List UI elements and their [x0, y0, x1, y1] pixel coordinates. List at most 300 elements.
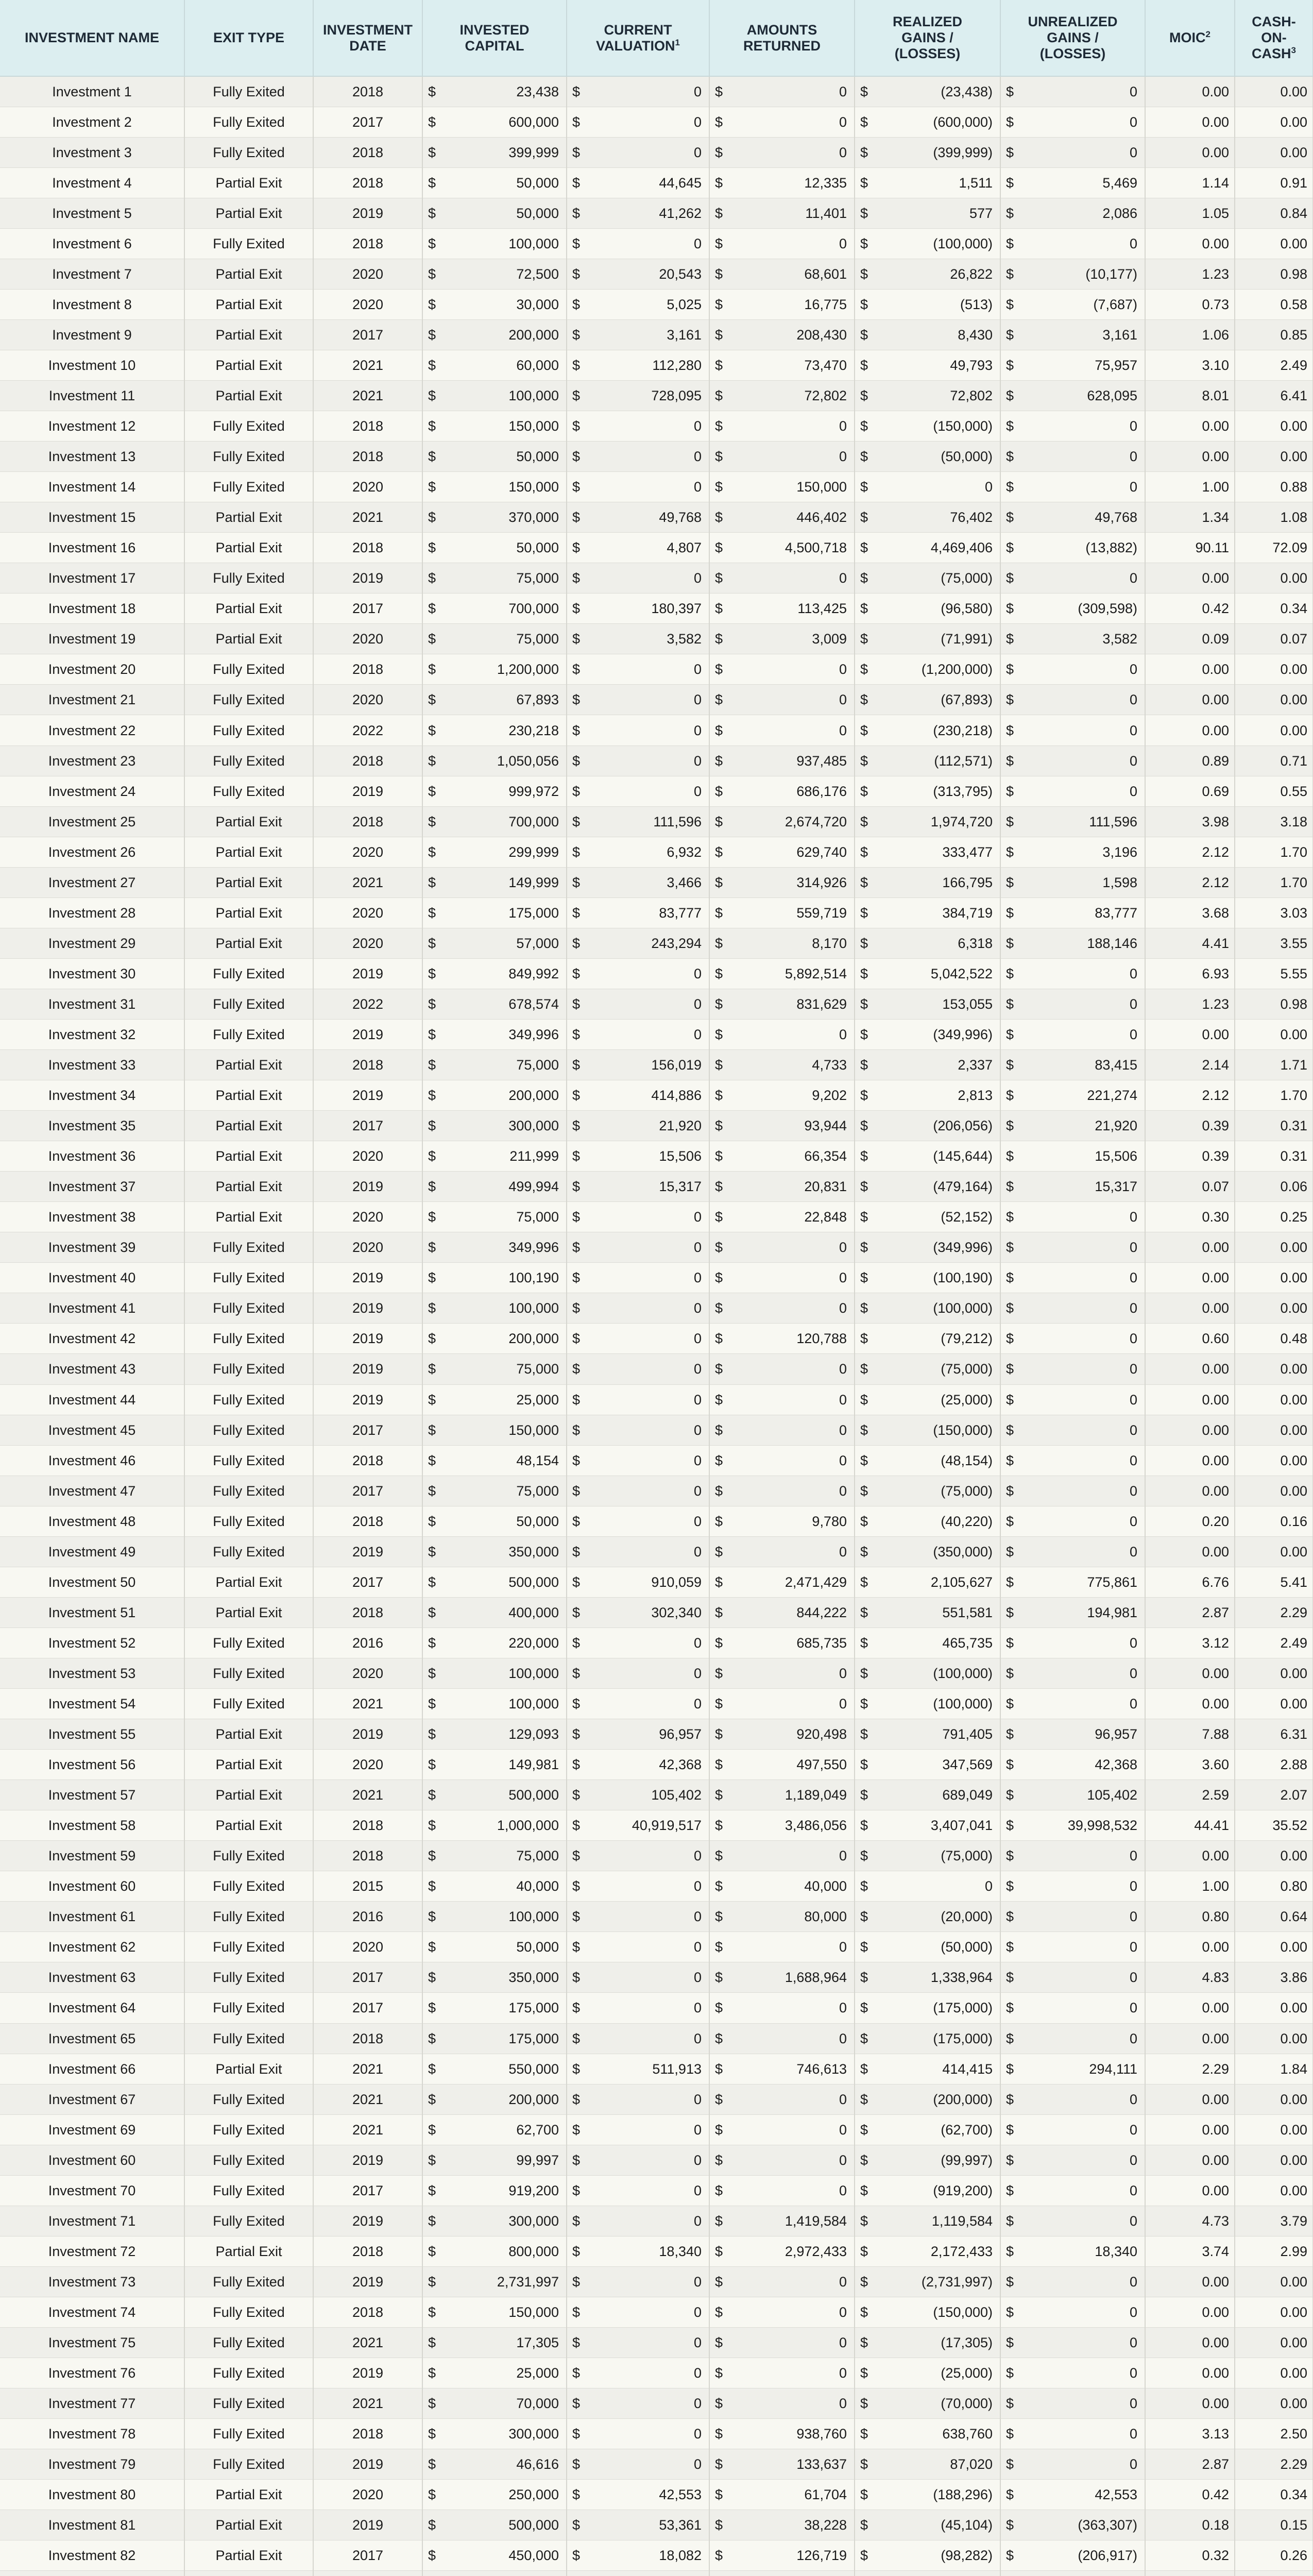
cell-exit-type: Fully Exited	[184, 2084, 313, 2114]
cell-current-valuation	[567, 1172, 709, 1202]
cell-moic: 0.00	[1145, 107, 1235, 137]
amount-value: 577	[969, 205, 993, 221]
amount-value: 0	[1129, 2213, 1137, 2229]
amount-value: 0	[1129, 1513, 1137, 1529]
cell-realized-gains	[855, 2419, 1000, 2449]
cell-invested-capital	[422, 1567, 567, 1597]
cell-investment-name: Investment 17	[0, 563, 184, 594]
cell-unrealized-gains	[1000, 2297, 1145, 2327]
cell-current-valuation	[567, 1962, 709, 1993]
cell-cash-on-cash: 1.70	[1235, 837, 1313, 867]
amount-value: 551,581	[942, 1604, 993, 1620]
cell-moic: 1.23	[1145, 259, 1235, 289]
currency-symbol: $	[860, 83, 868, 99]
table-row	[0, 2571, 1313, 2576]
currency-symbol: $	[1006, 296, 1014, 312]
amount-value: 0	[693, 2091, 702, 2107]
amount-value: 0	[839, 1452, 847, 1468]
currency-symbol: $	[1006, 114, 1014, 130]
cell-realized-gains	[855, 259, 1000, 289]
currency-symbol: $	[715, 1270, 723, 1286]
cell-exit-type: Partial Exit	[184, 2054, 313, 2084]
table-row	[0, 2327, 1313, 2358]
amount-value: 0	[1129, 2000, 1137, 2016]
table-row	[0, 1293, 1313, 1324]
currency-symbol: $	[428, 722, 436, 738]
cell-current-valuation	[567, 624, 709, 654]
cell-exit-type: Partial Exit	[184, 2510, 313, 2540]
currency-symbol: $	[860, 1909, 868, 1925]
currency-symbol: $	[715, 996, 723, 1012]
cell-invested-capital	[422, 350, 567, 380]
cell-current-valuation	[567, 867, 709, 897]
currency-symbol: $	[572, 844, 581, 860]
cell-moic: 0.20	[1145, 1506, 1235, 1536]
amount-value: 2,086	[1102, 205, 1137, 221]
table-row	[0, 1658, 1313, 1688]
amount-value: (350,000)	[933, 1544, 993, 1560]
currency-symbol: $	[715, 357, 723, 373]
currency-symbol: $	[572, 2030, 581, 2046]
cell-investment-name: Investment 3	[0, 137, 184, 167]
amount-value: 0	[693, 1635, 702, 1651]
amount-value: (70,000)	[941, 2396, 993, 2412]
cell-realized-gains	[855, 1415, 1000, 1445]
currency-symbol: $	[428, 479, 436, 495]
cell-current-valuation	[567, 1324, 709, 1354]
cell-amounts-returned	[709, 502, 855, 533]
amount-value: 0	[839, 570, 847, 586]
table-row	[0, 1324, 1313, 1354]
cell-amounts-returned	[709, 594, 855, 624]
amount-value: 0	[1129, 114, 1137, 130]
amount-value: 5,042,522	[930, 965, 993, 981]
currency-symbol: $	[860, 2304, 868, 2320]
cell-cash-on-cash: 0.00	[1235, 76, 1313, 107]
currency-symbol: $	[860, 387, 868, 403]
cell-investment-date: 2020	[313, 928, 422, 958]
cell-invested-capital	[422, 1354, 567, 1384]
cell-exit-type: Fully Exited	[184, 76, 313, 107]
cell-investment-name: Investment 52	[0, 1628, 184, 1658]
cell-current-valuation	[567, 502, 709, 533]
cell-exit-type: Fully Exited	[184, 1384, 313, 1415]
cell-investment-date: 2015	[313, 1871, 422, 1902]
amount-value: 0	[839, 1848, 847, 1864]
amount-value: 0	[693, 2304, 702, 2320]
currency-symbol: $	[572, 2213, 581, 2229]
amount-value: 0	[1129, 1909, 1137, 1925]
cell-investment-name: Investment 49	[0, 1536, 184, 1567]
cell-unrealized-gains	[1000, 2449, 1145, 2480]
cell-investment-name: Investment 79	[0, 2449, 184, 2480]
cell-moic: 7.88	[1145, 1719, 1235, 1750]
currency-symbol: $	[860, 1939, 868, 1955]
cell-realized-gains	[855, 533, 1000, 563]
amount-value: 57,000	[516, 935, 559, 951]
cell-investment-name: Investment 55	[0, 1719, 184, 1750]
currency-symbol: $	[1006, 1270, 1014, 1286]
amount-value: 0	[839, 1696, 847, 1711]
cell-realized-gains	[855, 2114, 1000, 2145]
cell-exit-type: Partial Exit	[184, 289, 313, 319]
cell-cash-on-cash: 0.55	[1235, 776, 1313, 806]
table-row	[0, 776, 1313, 806]
currency-symbol: $	[572, 2517, 581, 2533]
amount-value: (150,000)	[933, 1422, 993, 1438]
currency-symbol: $	[715, 2548, 723, 2564]
cell-current-valuation	[567, 319, 709, 350]
amount-value: 11,401	[805, 205, 847, 221]
currency-symbol: $	[572, 1574, 581, 1590]
cell-investment-date: 2019	[313, 2510, 422, 2540]
currency-symbol: $	[860, 814, 868, 829]
currency-symbol: $	[715, 1057, 723, 1073]
cell-current-valuation	[567, 259, 709, 289]
currency-symbol: $	[428, 296, 436, 312]
cell-moic: 0.00	[1145, 2114, 1235, 2145]
cell-unrealized-gains	[1000, 2114, 1145, 2145]
currency-symbol: $	[572, 1970, 581, 1986]
currency-symbol: $	[572, 1635, 581, 1651]
currency-symbol: $	[715, 1422, 723, 1438]
currency-symbol: $	[1006, 1118, 1014, 1134]
table-row	[0, 411, 1313, 442]
amount-value: 243,294	[651, 935, 702, 951]
table-row	[0, 1384, 1313, 1415]
table-row	[0, 867, 1313, 897]
table-row	[0, 1932, 1313, 1962]
cell-exit-type: Fully Exited	[184, 1841, 313, 1871]
amount-value: 5,892,514	[785, 965, 847, 981]
currency-symbol: $	[428, 266, 436, 282]
cell-exit-type: Fully Exited	[184, 958, 313, 989]
currency-symbol: $	[1006, 2426, 1014, 2442]
cell-cash-on-cash: 6.31	[1235, 1719, 1313, 1750]
cell-moic: 0.80	[1145, 1902, 1235, 1932]
cell-amounts-returned	[709, 380, 855, 411]
cell-realized-gains	[855, 594, 1000, 624]
amount-value: 0	[1129, 1970, 1137, 1986]
amount-value: 4,469,406	[930, 540, 993, 556]
currency-symbol: $	[428, 1757, 436, 1773]
currency-symbol: $	[572, 1604, 581, 1620]
cell-amounts-returned	[709, 2327, 855, 2358]
col-header-invested-capital: INVESTED CAPITAL	[422, 0, 567, 76]
table-row	[0, 2358, 1313, 2388]
amount-value: 0	[693, 1422, 702, 1438]
amount-value: 999,972	[508, 783, 559, 799]
currency-symbol: $	[572, 2365, 581, 2381]
currency-symbol: $	[572, 2396, 581, 2412]
cell-investment-date: 2019	[313, 1536, 422, 1567]
amount-value: 0	[1129, 570, 1137, 586]
cell-exit-type: Fully Exited	[184, 715, 313, 745]
cell-current-valuation	[567, 2388, 709, 2419]
cell-amounts-returned	[709, 1415, 855, 1445]
cell-exit-type: Fully Exited	[184, 1324, 313, 1354]
cell-invested-capital	[422, 928, 567, 958]
amount-value: 80,000	[804, 1909, 847, 1925]
cell-unrealized-gains	[1000, 1232, 1145, 1263]
table-row	[0, 350, 1313, 380]
currency-symbol: $	[1006, 510, 1014, 526]
currency-symbol: $	[715, 479, 723, 495]
cell-investment-name: Investment 21	[0, 685, 184, 715]
amount-value: (145,644)	[933, 1148, 993, 1164]
currency-symbol: $	[1006, 327, 1014, 343]
cell-moic: 0.00	[1145, 2388, 1235, 2419]
cell-exit-type: Partial Exit	[184, 1780, 313, 1810]
cell-realized-gains	[855, 1445, 1000, 1476]
currency-symbol: $	[715, 1392, 723, 1408]
cell-current-valuation	[567, 1202, 709, 1232]
currency-symbol: $	[428, 235, 436, 251]
amount-value: 399,999	[508, 144, 559, 160]
amount-value: 0	[1129, 1270, 1137, 1286]
cell-cash-on-cash: 2.07	[1235, 1780, 1313, 1810]
cell-realized-gains	[855, 1354, 1000, 1384]
amount-value: 0	[1129, 692, 1137, 708]
amount-value: 50,000	[516, 205, 559, 221]
amount-value: 100,000	[508, 1909, 559, 1925]
currency-symbol: $	[1006, 722, 1014, 738]
table-row	[0, 897, 1313, 928]
amount-value: 0	[693, 1513, 702, 1529]
currency-symbol: $	[715, 1878, 723, 1894]
amount-value: 100,190	[508, 1270, 559, 1286]
currency-symbol: $	[715, 1574, 723, 1590]
currency-symbol: $	[572, 662, 581, 677]
cell-unrealized-gains	[1000, 1476, 1145, 1506]
amount-value: 370,000	[508, 510, 559, 526]
cell-investment-date: 2019	[313, 2145, 422, 2175]
cell-exit-type: Fully Exited	[184, 1293, 313, 1324]
table-row	[0, 167, 1313, 198]
currency-symbol: $	[428, 2548, 436, 2564]
currency-symbol: $	[572, 996, 581, 1012]
currency-symbol: $	[572, 1118, 581, 1134]
table-row	[0, 1962, 1313, 1993]
amount-value: 0	[693, 418, 702, 434]
currency-symbol: $	[572, 114, 581, 130]
cell-realized-gains	[855, 1902, 1000, 1932]
cell-unrealized-gains	[1000, 1141, 1145, 1172]
cell-cash-on-cash: 0.80	[1235, 1871, 1313, 1902]
cell-investment-date: 2018	[313, 745, 422, 776]
cell-exit-type: Fully Exited	[184, 1415, 313, 1445]
cell-moic: 0.60	[1145, 1324, 1235, 1354]
table-row	[0, 837, 1313, 867]
cell-invested-capital	[422, 2388, 567, 2419]
cell-investment-name: Investment 45	[0, 1415, 184, 1445]
cell-invested-capital	[422, 2419, 567, 2449]
amount-value: 0	[1129, 1878, 1137, 1894]
cell-exit-type: Partial Exit	[184, 2236, 313, 2266]
currency-symbol: $	[428, 1909, 436, 1925]
currency-symbol: $	[1006, 1361, 1014, 1377]
cell-amounts-returned	[709, 1445, 855, 1476]
currency-symbol: $	[715, 722, 723, 738]
cell-cash-on-cash: 3.55	[1235, 928, 1313, 958]
cell-invested-capital	[422, 806, 567, 837]
cell-exit-type: Fully Exited	[184, 2114, 313, 2145]
amount-value: 0	[1129, 1209, 1137, 1225]
cell-cash-on-cash: 2.49	[1235, 350, 1313, 380]
table-row	[0, 1080, 1313, 1111]
cell-unrealized-gains	[1000, 2388, 1145, 2419]
cell-investment-date: 2020	[313, 2480, 422, 2510]
cell-exit-type: Fully Exited	[184, 563, 313, 594]
currency-symbol: $	[715, 2304, 723, 2320]
cell-exit-type: Fully Exited	[184, 654, 313, 685]
cell-cash-on-cash: 0.00	[1235, 2114, 1313, 2145]
currency-symbol: $	[572, 1300, 581, 1316]
currency-symbol: $	[1006, 175, 1014, 191]
table-row	[0, 1871, 1313, 1902]
currency-symbol: $	[428, 2456, 436, 2472]
table-row	[0, 502, 1313, 533]
amount-value: 0	[839, 2334, 847, 2350]
currency-symbol: $	[860, 1848, 868, 1864]
table-row	[0, 1415, 1313, 1445]
currency-symbol: $	[860, 114, 868, 130]
amount-value: 0	[693, 2274, 702, 2290]
cell-realized-gains	[855, 624, 1000, 654]
cell-amounts-returned	[709, 2023, 855, 2054]
table-row	[0, 2054, 1313, 2084]
cell-investment-name: Investment 60	[0, 1871, 184, 1902]
cell-cash-on-cash: 1.71	[1235, 1050, 1313, 1080]
amount-value: 73,470	[804, 357, 847, 373]
amount-value: 22,848	[804, 1209, 847, 1225]
currency-symbol: $	[1006, 814, 1014, 829]
cell-investment-name: Investment 54	[0, 1688, 184, 1719]
cell-current-valuation	[567, 289, 709, 319]
cell-realized-gains	[855, 1993, 1000, 2023]
table-row	[0, 442, 1313, 472]
cell-exit-type: Fully Exited	[184, 1445, 313, 1476]
cell-realized-gains	[855, 2449, 1000, 2480]
amount-value: 100,000	[508, 1665, 559, 1681]
cell-investment-date: 2019	[313, 776, 422, 806]
cell-invested-capital	[422, 1263, 567, 1293]
cell-investment-name: Investment 7	[0, 259, 184, 289]
cell-cash-on-cash: 0.15	[1235, 2510, 1313, 2540]
cell-realized-gains	[855, 2480, 1000, 2510]
amount-value: 25,000	[516, 1392, 559, 1408]
cell-moic: 0.00	[1145, 1932, 1235, 1962]
currency-symbol: $	[715, 692, 723, 708]
cell-realized-gains	[855, 1567, 1000, 1597]
currency-symbol: $	[428, 1848, 436, 1864]
amount-value: 66,354	[804, 1148, 847, 1164]
cell-invested-capital	[422, 1993, 567, 2023]
currency-symbol: $	[572, 1696, 581, 1711]
currency-symbol: $	[860, 753, 868, 769]
table-row	[0, 76, 1313, 107]
amount-value: (99,997)	[941, 2152, 993, 2168]
currency-symbol: $	[860, 1331, 868, 1347]
amount-value: 0	[1129, 722, 1137, 738]
currency-symbol: $	[860, 175, 868, 191]
currency-symbol: $	[860, 2182, 868, 2198]
amount-value: 50,000	[516, 175, 559, 191]
cell-realized-gains	[855, 685, 1000, 715]
amount-value: (48,154)	[941, 1452, 993, 1468]
cell-cash-on-cash: 0.00	[1235, 1415, 1313, 1445]
cell-realized-gains	[855, 1263, 1000, 1293]
currency-symbol: $	[860, 692, 868, 708]
currency-symbol: $	[1006, 1422, 1014, 1438]
cell-realized-gains	[855, 289, 1000, 319]
cell-exit-type: Partial Exit	[184, 1172, 313, 1202]
cell-invested-capital	[422, 958, 567, 989]
currency-symbol: $	[1006, 2456, 1014, 2472]
cell-amounts-returned	[709, 1384, 855, 1415]
amount-value: 0	[693, 114, 702, 130]
currency-symbol: $	[715, 540, 723, 556]
cell-investment-name: Investment 19	[0, 624, 184, 654]
amount-value: (75,000)	[941, 1361, 993, 1377]
cell-current-valuation	[567, 1415, 709, 1445]
cell-unrealized-gains	[1000, 1810, 1145, 1841]
cell-moic: 0.00	[1145, 2023, 1235, 2054]
currency-symbol: $	[572, 2426, 581, 2442]
currency-symbol: $	[715, 1818, 723, 1834]
table-row	[0, 107, 1313, 137]
cell-cash-on-cash: 0.00	[1235, 2266, 1313, 2297]
cell-cash-on-cash: 0.84	[1235, 198, 1313, 228]
cell-moic: 0.00	[1145, 1688, 1235, 1719]
cell-moic: 0.00	[1145, 1293, 1235, 1324]
cell-moic: 0.00	[1145, 715, 1235, 745]
cell-invested-capital	[422, 1445, 567, 1476]
cell-amounts-returned	[709, 2236, 855, 2266]
cell-amounts-returned	[709, 867, 855, 897]
amount-value: (25,000)	[941, 1392, 993, 1408]
cell-amounts-returned	[709, 1993, 855, 2023]
cell-cash-on-cash: 0.00	[1235, 2388, 1313, 2419]
cell-realized-gains	[855, 2297, 1000, 2327]
cell-amounts-returned	[709, 989, 855, 1019]
cell-realized-gains	[855, 654, 1000, 685]
cell-investment-name: Investment 50	[0, 1567, 184, 1597]
currency-symbol: $	[860, 1361, 868, 1377]
amount-value: 0	[839, 2030, 847, 2046]
table-row	[0, 198, 1313, 228]
amount-value: 18,340	[659, 2243, 702, 2259]
currency-symbol: $	[715, 1909, 723, 1925]
cell-invested-capital	[422, 1172, 567, 1202]
cell-current-valuation	[567, 2510, 709, 2540]
currency-symbol: $	[428, 2487, 436, 2503]
amount-value: 0	[1129, 1392, 1137, 1408]
cell-unrealized-gains	[1000, 1871, 1145, 1902]
cell-investment-date: 2017	[313, 1962, 422, 1993]
cell-cash-on-cash: 0.31	[1235, 1111, 1313, 1141]
cell-unrealized-gains	[1000, 2206, 1145, 2236]
currency-symbol: $	[572, 1148, 581, 1164]
cell-investment-name: Investment 47	[0, 1476, 184, 1506]
cell-exit-type: Partial Exit	[184, 1567, 313, 1597]
currency-symbol: $	[1006, 844, 1014, 860]
currency-symbol: $	[428, 2091, 436, 2107]
amount-value: 831,629	[796, 996, 847, 1012]
amount-value: 919,200	[508, 2182, 559, 2198]
table-row	[0, 1506, 1313, 1536]
currency-symbol: $	[715, 601, 723, 617]
